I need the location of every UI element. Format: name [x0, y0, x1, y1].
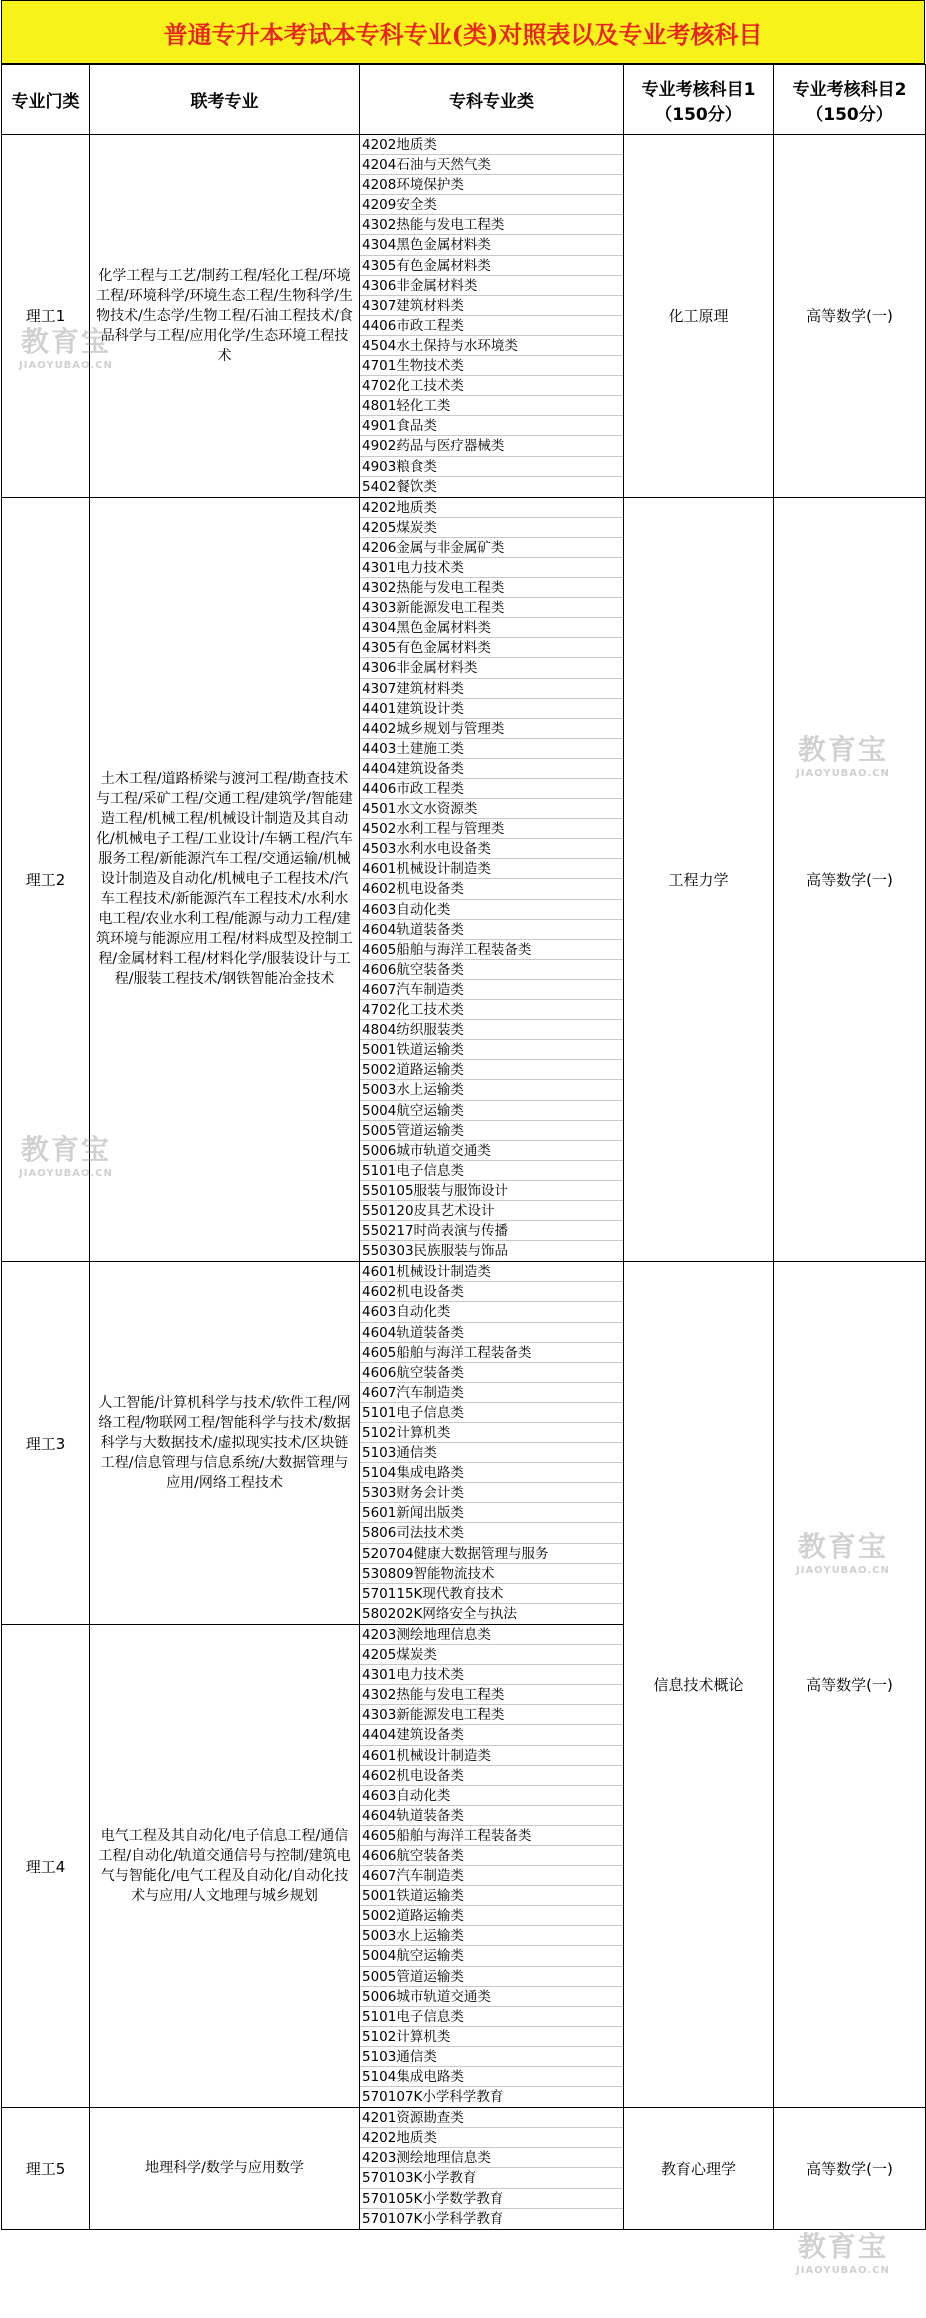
subject2-cell: 高等数学(一) [774, 2108, 926, 2230]
subject-item: 5402餐饮类 [362, 478, 437, 495]
subject-item: 4504水土保持与水环境类 [360, 336, 623, 356]
subject-item: 5005管道运输类 [360, 1967, 623, 1987]
subject-item: 570103K小学教育 [360, 2168, 623, 2188]
subject-item: 5006城市轨道交通类 [360, 1987, 623, 2007]
subject-item: 550217时尚表演与传播 [360, 1221, 623, 1241]
subject-list [360, 2108, 624, 2230]
header-row [2, 65, 926, 135]
subject-item: 4208环境保护类 [360, 175, 623, 195]
subject-item: 4205煤炭类 [360, 1645, 623, 1665]
subject-item: 4202地质类 [360, 498, 623, 518]
subject-item: 4602机电设备类 [360, 1766, 623, 1786]
subject-item: 520704健康大数据管理与服务 [360, 1544, 623, 1564]
subject-item: 4605船舶与海洋工程装备类 [360, 1826, 623, 1846]
subject-item: 5004航空运输类 [360, 1946, 623, 1966]
subject-item: 5601新闻出版类 [360, 1503, 623, 1523]
subject-item: 4305有色金属材料类 [360, 256, 623, 276]
subject-item: 4307建筑材料类 [360, 679, 623, 699]
page-title: 普通专升本考试本专科专业(类)对照表以及专业考核科目 [1, 0, 925, 64]
subject-item: 4607汽车制造类 [360, 980, 623, 1000]
subject-item: 4804纺织服装类 [360, 1020, 623, 1040]
subject-item: 4801轻化工类 [360, 396, 623, 416]
subject1-cell: 教育心理学 [624, 2108, 774, 2230]
subject-item: 4501水文水资源类 [360, 799, 623, 819]
subject-item: 5003水上运输类 [360, 1080, 623, 1100]
subject-item: 4201资源勘查类 [360, 2108, 623, 2128]
subject-item: 4406市政工程类 [360, 779, 623, 799]
subject1-cell: 工程力学 [624, 497, 774, 1262]
mapping-table [1, 64, 926, 2230]
subject-item: 4304黑色金属材料类 [360, 235, 623, 255]
subject-item: 4605船舶与海洋工程装备类 [360, 940, 623, 960]
header-subject1: 专业考核科目1（150分） [624, 65, 774, 135]
category-cell: 理工3 [2, 1262, 90, 1625]
subject-item: 5001铁道运输类 [360, 1886, 623, 1906]
subject-item: 5006城市轨道交通类 [360, 1141, 623, 1161]
subject-item: 5002道路运输类 [360, 1906, 623, 1926]
subject-item: 5004航空运输类 [360, 1101, 623, 1121]
subject-item: 4306非金属材料类 [360, 658, 623, 678]
subject-item: 5104集成电路类 [360, 1463, 623, 1483]
subject-item: 4902药品与医疗器械类 [360, 436, 623, 456]
subject-item: 4402城乡规划与管理类 [360, 719, 623, 739]
subject1-cell: 化工原理 [624, 135, 774, 498]
subject-item: 4602机电设备类 [360, 1282, 623, 1302]
subject-item: 5103通信类 [360, 2047, 623, 2067]
subject-item: 4702化工技术类 [360, 376, 623, 396]
group-row-2 [2, 497, 926, 1262]
subject-item: 5102计算机类 [360, 2027, 623, 2047]
group-row-3 [2, 1262, 926, 1625]
subject-list [360, 1262, 624, 1625]
subject-item: 570105K小学数学教育 [360, 2189, 623, 2209]
subject-item: 4404建筑设备类 [360, 1725, 623, 1745]
watermark-brand: 教育宝 [20, 325, 111, 358]
sheet [1, 0, 925, 2276]
subject-item: 4304黑色金属材料类 [360, 618, 623, 638]
subject-item: 580202K网络安全与执法 [362, 1605, 517, 1622]
subject-item: 5101电子信息类 [360, 2007, 623, 2027]
subject-item: 4604轨道装备类 [360, 1806, 623, 1826]
subject-item: 550120皮具艺术设计 [360, 1201, 623, 1221]
joint-major-cell: 人工智能/计算机科学与技术/软件工程/网络工程/物联网工程/智能科学与技术/数据科学与大数据技术/虚拟现实技术/区块链工程/信息管理与信息系统/大数据管理与应用/网络工程技术 [90, 1262, 360, 1625]
subject-item: 4602机电设备类 [360, 879, 623, 899]
subject-item: 4302热能与发电工程类 [360, 1685, 623, 1705]
subject-item: 4302热能与发电工程类 [360, 215, 623, 235]
subject-item: 5303财务会计类 [360, 1483, 623, 1503]
category-cell: 理工5 [2, 2108, 90, 2230]
subject-item: 4403土建施工类 [360, 739, 623, 759]
watermark-brand: 教育宝 [797, 1530, 888, 1563]
watermark-url: JIAOYUBAO.CN [19, 360, 113, 371]
watermark-url: JIAOYUBAO.CN [796, 768, 890, 779]
subject-item: 570115K现代教育技术 [360, 1584, 623, 1604]
subject-item: 4301电力技术类 [360, 558, 623, 578]
subject-item: 4605船舶与海洋工程装备类 [360, 1343, 623, 1363]
subject-item: 4302热能与发电工程类 [360, 578, 623, 598]
subject-item: 4607汽车制造类 [360, 1866, 623, 1886]
subject-item: 4701生物技术类 [360, 356, 623, 376]
category-cell: 理工2 [2, 497, 90, 1262]
subject-item: 5806司法技术类 [360, 1523, 623, 1543]
subject-item: 4603自动化类 [360, 1786, 623, 1806]
header-subject2: 专业考核科目2（150分） [774, 65, 926, 135]
subject-item: 4202地质类 [360, 135, 623, 155]
subject-item: 4306非金属材料类 [360, 276, 623, 296]
subject-item: 5104集成电路类 [360, 2067, 623, 2087]
subject-item: 4203测绘地理信息类 [360, 2148, 623, 2168]
subject-item: 5102计算机类 [360, 1423, 623, 1443]
subject-item: 5002道路运输类 [360, 1060, 623, 1080]
subject-list [360, 497, 624, 1262]
table-body [2, 135, 926, 2230]
subject-item: 4604轨道装备类 [360, 920, 623, 940]
watermark-url: JIAOYUBAO.CN [796, 1565, 890, 1576]
subject-item: 4209安全类 [360, 195, 623, 215]
subject1-cell: 信息技术概论 [624, 1262, 774, 2108]
subject-item: 4601机械设计制造类 [360, 859, 623, 879]
watermark-url: JIAOYUBAO.CN [19, 1168, 113, 1179]
joint-major-cell: 土木工程/道路桥梁与渡河工程/勘查技术与工程/采矿工程/交通工程/建筑学/智能建造工程/机械工程/机械设计制造及其自动化/机械电子工程/工业设计/车辆工程/汽车服务工程/新能源汽车工程/交通运输/机械设计制造及自动化/机械电子工程技术/汽车工程技术/新能源汽车工程技术/水利水电工程/农业水利工程/能源与动力工程/建筑环境与能源应用工程/材料成型及控制工程/金属材料工程/材料化学/服装设计与工程/服装工程技术/钢铁智能冶金技术 [90, 497, 360, 1262]
subject-item: 4406市政工程类 [360, 316, 623, 336]
subject-item: 4603自动化类 [360, 900, 623, 920]
subject-list [360, 1624, 624, 2107]
joint-major-cell: 地理科学/数学与应用数学 [90, 2108, 360, 2230]
subject-item: 5001铁道运输类 [360, 1040, 623, 1060]
watermark-brand: 教育宝 [797, 2230, 888, 2263]
subject-item: 4401建筑设计类 [360, 699, 623, 719]
header-category: 专业门类 [2, 65, 90, 135]
subject-item: 4303新能源发电工程类 [360, 598, 623, 618]
subject-item: 4903粮食类 [360, 457, 623, 477]
subject-item: 4202地质类 [360, 2128, 623, 2148]
subject-item: 4601机械设计制造类 [360, 1262, 623, 1282]
watermark-logo [796, 2225, 890, 2276]
subject-item: 570107K小学科学教育 [362, 2089, 504, 2106]
subject-item: 530809智能物流技术 [360, 1564, 623, 1584]
group-row-5 [2, 2108, 926, 2230]
subject-item: 4404建筑设备类 [360, 759, 623, 779]
subject-item: 4702化工技术类 [360, 1000, 623, 1020]
subject-item: 4603自动化类 [360, 1302, 623, 1322]
header-joint-major: 联考专业 [90, 65, 360, 135]
subject-item: 4204石油与天然气类 [360, 155, 623, 175]
subject-item: 570107K小学科学教育 [362, 2210, 504, 2227]
subject-item: 4606航空装备类 [360, 1846, 623, 1866]
subject-item: 5103通信类 [360, 1443, 623, 1463]
subject-item: 5005管道运输类 [360, 1121, 623, 1141]
subject-item: 5003水上运输类 [360, 1926, 623, 1946]
subject-item: 4205煤炭类 [360, 518, 623, 538]
category-cell: 理工1 [2, 135, 90, 498]
subject-item: 4307建筑材料类 [360, 296, 623, 316]
subject-item: 4303新能源发电工程类 [360, 1705, 623, 1725]
subject-item: 4901食品类 [360, 416, 623, 436]
subject-item: 550105服装与服饰设计 [360, 1181, 623, 1201]
subject-item: 550303民族服装与饰品 [362, 1243, 509, 1260]
subject-list [360, 135, 624, 498]
watermark-url: JIAOYUBAO.CN [796, 2265, 890, 2276]
subject-item: 4301电力技术类 [360, 1665, 623, 1685]
subject-item: 4503水利水电设备类 [360, 839, 623, 859]
subject2-cell: 高等数学(一) [774, 497, 926, 1262]
subject-item: 4607汽车制造类 [360, 1383, 623, 1403]
subject-item: 4604轨道装备类 [360, 1323, 623, 1343]
subject2-cell: 高等数学(一) [774, 1262, 926, 2108]
subject-item: 4502水利工程与管理类 [360, 819, 623, 839]
joint-major-cell: 化学工程与工艺/制药工程/轻化工程/环境工程/环境科学/环境生态工程/生物科学/生物技术/生态学/生物工程/石油工程技术/食品科学与工程/应用化学/生态环境工程技术 [90, 135, 360, 498]
subject-item: 4305有色金属材料类 [360, 638, 623, 658]
header-college-major: 专科专业类 [360, 65, 624, 135]
joint-major-cell: 电气工程及其自动化/电子信息工程/通信工程/自动化/轨道交通信号与控制/建筑电气与智能化/电气工程及自动化/自动化技术与应用/人文地理与城乡规划 [90, 1624, 360, 2107]
category-cell: 理工4 [2, 1624, 90, 2107]
subject-item: 5101电子信息类 [360, 1161, 623, 1181]
watermark-brand: 教育宝 [797, 733, 888, 766]
watermark-brand: 教育宝 [20, 1133, 111, 1166]
subject-item: 4606航空装备类 [360, 960, 623, 980]
subject-item: 4206金属与非金属矿类 [360, 538, 623, 558]
subject2-cell: 高等数学(一) [774, 135, 926, 498]
subject-item: 4203测绘地理信息类 [360, 1625, 623, 1645]
subject-item: 4606航空装备类 [360, 1363, 623, 1383]
subject-item: 4601机械设计制造类 [360, 1746, 623, 1766]
group-row-1 [2, 135, 926, 498]
subject-item: 5101电子信息类 [360, 1403, 623, 1423]
